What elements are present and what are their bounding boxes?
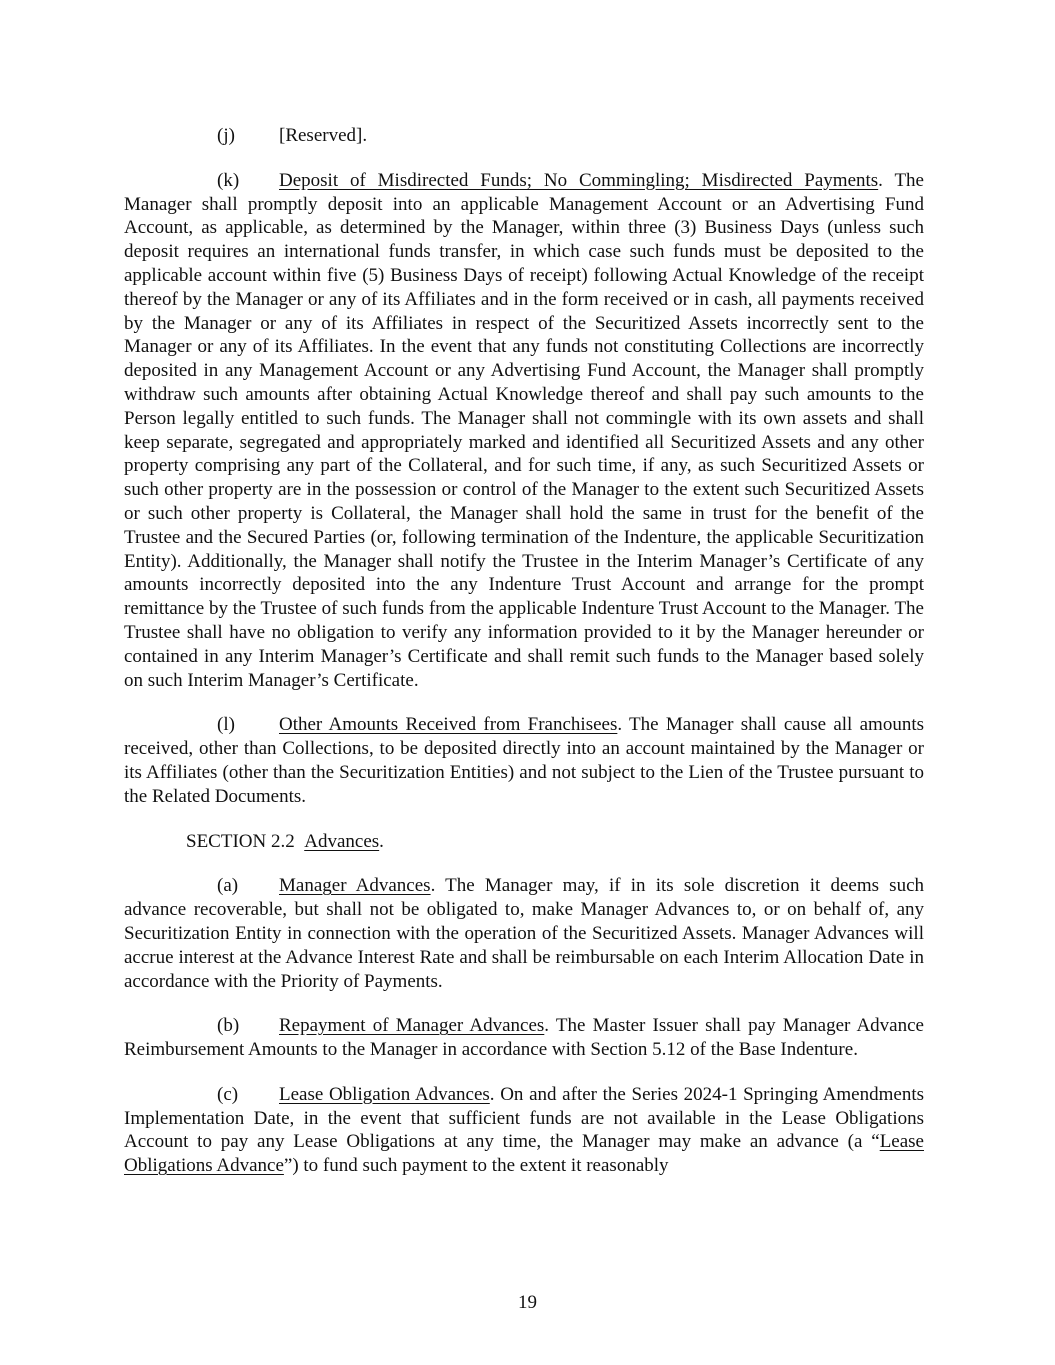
paragraph-body: . The Master Issuer shall pay Manager Advance Reimbursement Amounts to the Manager in accordance with Section 5.12 of the Base Indenture.: [124, 1015, 924, 1061]
paragraph-label: (k): [217, 169, 240, 191]
paragraph-heading: Repayment of Manager Advances: [279, 1015, 545, 1037]
subparagraph-b: [124, 1014, 924, 1062]
paragraph-heading: Deposit of Misdirected Funds; No Commingling; Misdirected Payments: [279, 169, 879, 191]
paragraph-body: . The Manager shall cause all amounts received, other than Collections, to be deposited directly into an account maintained by the Manager or its Affiliates (other than the Securitization Entities) and not subject to the Lien of the Trustee pursuant to the Related Documents.: [124, 714, 925, 807]
paragraph-l: [124, 713, 924, 808]
paragraph-text: [Reserved].: [279, 125, 368, 146]
paragraph-label: (a): [217, 875, 239, 897]
paragraph-j: [124, 124, 924, 148]
subparagraph-a: [124, 874, 924, 993]
section-period: .: [379, 830, 384, 852]
paragraph-label: (b): [217, 1015, 240, 1037]
subparagraph-c: [124, 1083, 924, 1178]
paragraph-body: . The Manager shall promptly deposit into an applicable Management Account or an Advertising Fund Account, as applicable, as determined by the Manager, within three (3) Business Days (unless such deposit requires an international funds transfer, in which case such funds must be deposited to the applicable account within five (5) Business Days of receipt) following Actual Knowledge of the receipt thereof by the Manager or any of its Affiliates and in the form received or in cash, all payments received by the Manager or any of its Affiliates in respect of the Securitized Assets incorrectly sent to the Manager or any of its Affiliates. In the event that any funds not constituting Collections are incorrectly deposited in any Management Account or any Advertising Fund Account, the Manager shall promptly withdraw such amounts after obtaining Actual Knowledge thereof and shall pay such amounts to the Person legally entitled to such funds. The Manager shall not commingle with its own assets and shall keep separate, segregated and appropriately marked and identified all Securitized Assets and any other property comprising any part of the Collateral, and for such time, if any, as such Securitized Assets or such other property are in the possession or control of the Manager to the extent such Securitized Assets or such other property is Collateral, the Manager shall hold the same in trust for the benefit of the Trustee and the Secured Parties (or, following termination of the Indenture, the applicable Securitization Entity). Additionally, the Manager shall notify the Trustee in the Interim Manager’s Certificate of any amounts incorrectly deposited into the any Indenture Trust Account and arrange for the prompt remittance by the Trustee of such funds from the applicable Indenture Trust Account to the Manager. The Trustee shall have no obligation to verify any information provided to it by the Manager hereunder or contained in any Interim Manager’s Certificate and shall remit such funds to the Manager based solely on such Interim Manager’s Certificate.: [124, 169, 924, 691]
section-number: SECTION 2.2: [186, 830, 295, 852]
paragraph-k: [124, 169, 924, 693]
paragraph-body: . The Manager may, if in its sole discretion it deems such advance recoverable, but shall not be obligated to, make Manager Advances to, or on behalf of, any Securitization Entity in connection with the operation of the Securitized Assets. Manager Advances will accrue interest at the Advance Interest Rate and shall be reimbursable on each Interim Allocation Date in accordance with the Priority of Payments.: [124, 875, 925, 992]
paragraph-label: (l): [217, 714, 235, 736]
section-title: Advances: [304, 830, 380, 852]
paragraph-heading: Other Amounts Received from Franchisees: [279, 714, 618, 736]
paragraph-body: . On and after the Series 2024-1 Springing Amendments Implementation Date, in the event that sufficient funds are not available in the Lease Obligations Account to pay any Lease Obligations at any time, the Manager may make an advance (a “: [124, 1083, 925, 1153]
page-number: 19: [518, 1292, 537, 1313]
paragraph-label: (c): [217, 1083, 239, 1105]
document-page: [124, 124, 924, 1178]
paragraph-label: (j): [217, 125, 235, 146]
section-heading: [186, 830, 924, 854]
paragraph-body-continued: ”) to fund such payment to the extent it reasonably: [283, 1155, 669, 1177]
defined-term: Lease Obligations Advance: [124, 1131, 924, 1177]
paragraph-heading: Lease Obligation Advances: [279, 1083, 490, 1105]
paragraph-heading: Manager Advances: [279, 875, 431, 897]
